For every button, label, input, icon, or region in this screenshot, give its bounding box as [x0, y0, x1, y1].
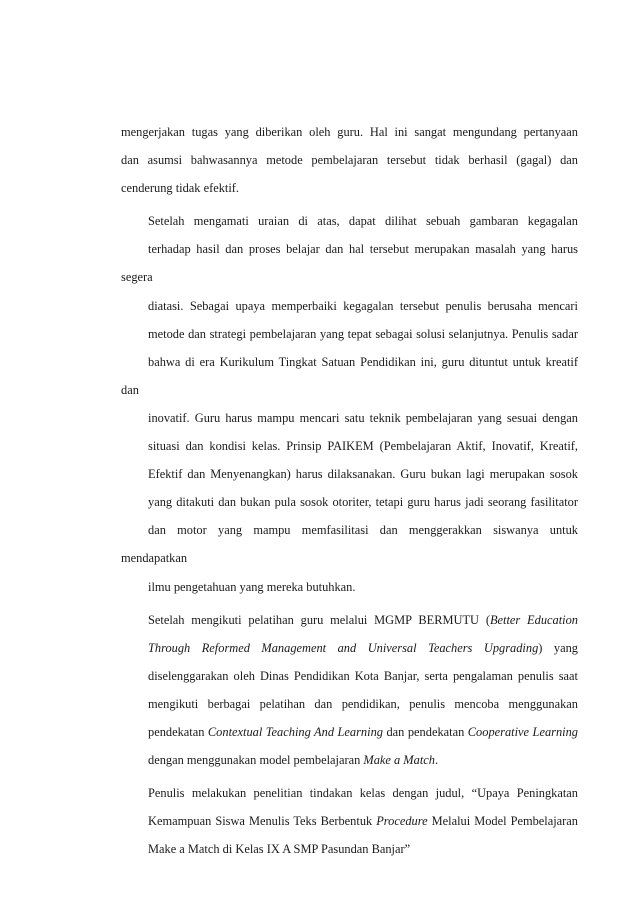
text-line: [121, 146, 578, 174]
text-line: [121, 320, 578, 348]
text-segment: ilmu pengetahuan yang mereka butuhkan.: [148, 579, 356, 594]
paragraph-4: [121, 779, 578, 863]
text-segment: metode dan strategi pembelajaran yang tepat sebagai solusi selanjutnya. Penulis sadar: [148, 326, 578, 341]
text-line: [121, 718, 578, 746]
text-line: [121, 174, 578, 202]
text-segment: bahwa di era Kurikulum Tingkat Satuan Pendidikan ini, guru dituntut untuk kreatif dan: [121, 354, 578, 397]
italic-text: Through Reformed Management and Universal Teachers Upgrading: [148, 640, 539, 655]
text-segment: diatasi. Sebagai upaya memperbaiki kegagalan tersebut penulis berusaha mencari: [148, 298, 578, 313]
text-line: [121, 807, 578, 835]
text-line: [121, 606, 578, 634]
text-line: [121, 292, 578, 320]
text-segment: Setelah mengikuti pelatihan guru melalui MGMP BERMUTU (: [148, 612, 490, 627]
text-line: [121, 746, 578, 774]
text-segment: terhadap hasil dan proses belajar dan hal tersebut merupakan masalah yang harus segera: [121, 242, 578, 285]
text-line: [121, 460, 578, 488]
text-line: [121, 207, 578, 235]
paragraph-1: [121, 118, 578, 202]
text-segment: inovatif. Guru harus mampu mencari satu teknik pembelajaran yang sesuai dengan: [148, 410, 578, 425]
italic-text: Make a Match: [363, 753, 435, 768]
text-segment: Efektif dan Menyenangkan) harus dilaksanakan. Guru bukan lagi merupakan sosok: [148, 467, 578, 482]
text-line: [121, 488, 578, 516]
text-line: [121, 516, 578, 572]
text-segment: mengerjakan tugas yang diberikan oleh guru. Hal ini sangat mengundang pertanyaan: [121, 125, 578, 139]
text-segment: yang ditakuti dan bukan pula sosok otoriter, tetapi guru harus jadi seorang fasilitator: [148, 495, 578, 510]
text-line: [121, 835, 578, 863]
text-line: [121, 779, 578, 807]
body-text: [121, 118, 578, 863]
italic-text: Better Education: [489, 612, 578, 627]
text-segment: dengan menggunakan model pembelajaran: [148, 753, 364, 768]
text-line: [121, 573, 578, 601]
text-segment: dan asumsi bahwasannya metode pembelajaran tersebut tidak berhasil (gagal) dan: [121, 153, 578, 168]
paragraph-3: [121, 606, 578, 775]
text-segment: pendekatan: [148, 724, 208, 739]
text-line: [121, 662, 578, 690]
italic-text: Procedure: [376, 814, 428, 829]
text-line: [121, 432, 578, 460]
text-segment: Make a Match di Kelas IX A SMP Pasundan Banjar”: [148, 842, 411, 857]
italic-text: Cooperative Learning: [467, 724, 578, 739]
paragraph-2: [121, 207, 578, 600]
text-segment: Melalui Model Pembelajaran: [427, 814, 578, 829]
text-segment: situasi dan kondisi kelas. Prinsip PAIKEM (Pembelajaran Aktif, Inovatif, Kreatif,: [148, 439, 578, 454]
text-segment: Setelah mengamati uraian di atas, dapat dilihat sebuah gambaran kegagalan: [148, 214, 578, 229]
text-segment: Penulis melakukan penelitian tindakan kelas dengan judul, “Upaya Peningkatan: [148, 786, 578, 801]
text-segment: mengikuti berbagai pelatihan dan pendidikan, penulis mencoba menggunakan: [148, 696, 578, 711]
text-segment: cenderung tidak efektif.: [121, 181, 240, 196]
text-line: [121, 348, 578, 404]
italic-text: Contextual Teaching And Learning: [207, 724, 383, 739]
text-segment: Kemampuan Siswa Menulis Teks Berbentuk: [148, 814, 377, 829]
text-line: [121, 118, 578, 146]
text-segment: diselenggarakan oleh Dinas Pendidikan Kota Banjar, serta pengalaman penulis saat: [148, 668, 578, 683]
text-line: [121, 404, 578, 432]
text-line: [121, 634, 578, 662]
text-segment: .: [434, 753, 439, 768]
text-line: [121, 235, 578, 291]
text-segment: dan motor yang mampu memfasilitasi dan menggerakkan siswanya untuk mendapatkan: [121, 523, 578, 566]
text-line: [121, 690, 578, 718]
text-segment: dan pendekatan: [382, 724, 468, 739]
text-segment: ) yang: [538, 640, 578, 655]
